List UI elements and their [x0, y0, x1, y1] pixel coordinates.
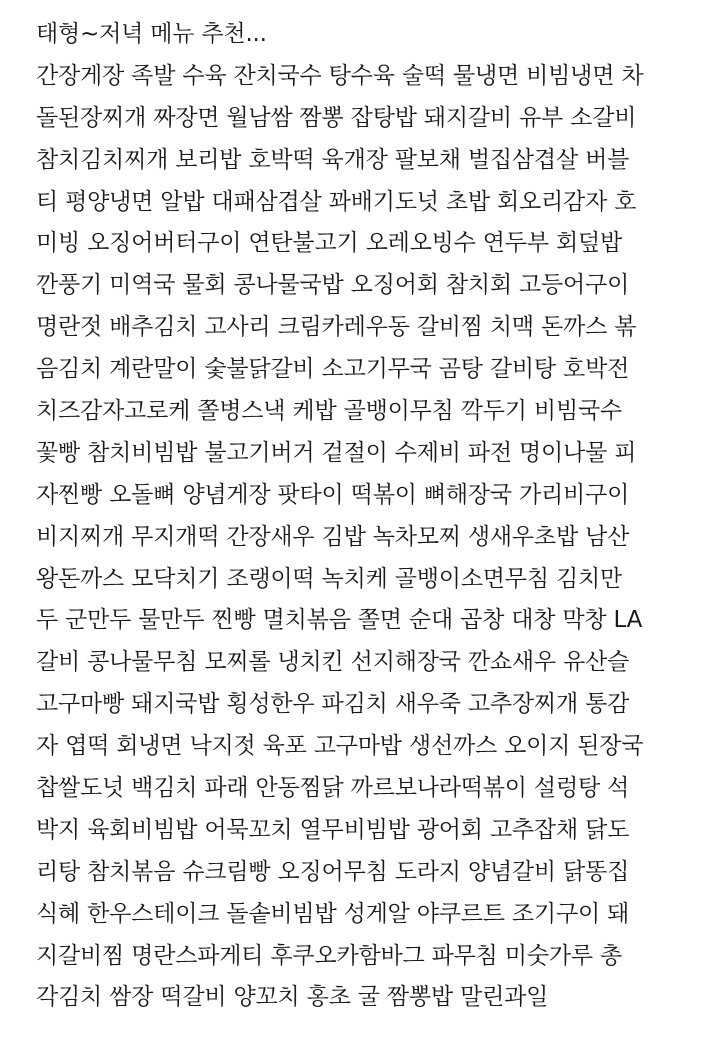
text-line: 두 군만두 물만두 찐빵 멸치볶음 쫄면 순대 곱창 대창 막창 LA: [36, 607, 643, 634]
text-line: 박지 육회비빔밥 어묵꼬치 열무비빔밥 광어회 고추잡채 닭도: [36, 816, 630, 843]
text-line: 간장게장 족발 수육 잔치국수 탕수육 술떡 물냉면 비빔냉면 차: [36, 62, 644, 89]
text-line: 식혜 한우스테이크 돌솥비빔밥 성게알 야쿠르트 조기구이 돼: [36, 900, 630, 927]
text-line: 왕돈까스 모닥치기 조랭이떡 녹치케 골뱅이소면무침 김치만: [36, 565, 623, 592]
text-line: 각김치 쌈장 떡갈비 양꼬치 홍초 굴 짬뽕밥 말린과일: [36, 984, 549, 1011]
text-line: 미빙 오징어버터구이 연탄불고기 오레오빙수 연두부 회덮밥: [36, 230, 623, 257]
text-line: 깐풍기 미역국 물회 콩나물국밥 오징어회 참치회 고등어구이: [36, 272, 630, 299]
text-line: 고구마빵 돼지국밥 횡성한우 파김치 새우죽 고추장찌개 통감: [36, 691, 630, 718]
text-line: 찹쌀도넛 백김치 파래 안동찜닭 까르보나라떡볶이 설렁탕 석: [36, 775, 630, 802]
text-line: 비지찌개 무지개떡 간장새우 김밥 녹차모찌 생새우초밥 남산: [36, 523, 630, 550]
text-line: 리탕 참치볶음 슈크림빵 오징어무침 도라지 양념갈비 닭똥집: [36, 858, 630, 885]
post-title: 태형~저녁 메뉴 추천...: [36, 21, 267, 47]
text-line: 명란젓 배추김치 고사리 크림카레우동 갈비찜 치맥 돈까스 볶: [36, 314, 637, 341]
text-line: 지갈비찜 명란스파게티 후쿠오카함바그 파무침 미숫가루 총: [36, 942, 623, 969]
text-line: 꽃빵 참치비빔밥 불고기버거 겉절이 수제비 파전 명이나물 피: [36, 439, 637, 466]
post-text: [0, 14, 720, 1019]
text-line: 자찐빵 오돌뼈 양념게장 팟타이 떡볶이 뼈해장국 가리비구이: [36, 481, 630, 508]
text-line: 치즈감자고로케 쫄병스낵 케밥 골뱅이무침 깍두기 비빔국수: [36, 398, 623, 425]
text-line: 자 엽떡 회냉면 낙지젓 육포 고구마밥 생선까스 오이지 된장국: [36, 733, 644, 760]
text-line: 돌된장찌개 짜장면 월남쌈 짬뽕 잡탕밥 돼지갈비 유부 소갈비: [36, 104, 637, 131]
text-line: 참치김치찌개 보리밥 호박떡 육개장 팔보채 벌집삼겹살 버블: [36, 146, 630, 173]
text-line: 티 평양냉면 알밥 대패삼겹살 꽈배기도넛 초밥 회오리감자 호: [36, 188, 637, 215]
text-line: 음김치 계란말이 숯불닭갈비 소고기무국 곰탕 갈비탕 호박전: [36, 356, 630, 383]
text-line: 갈비 콩나물무침 모찌롤 냉치킨 선지해장국 깐쇼새우 유산슬: [36, 649, 630, 676]
